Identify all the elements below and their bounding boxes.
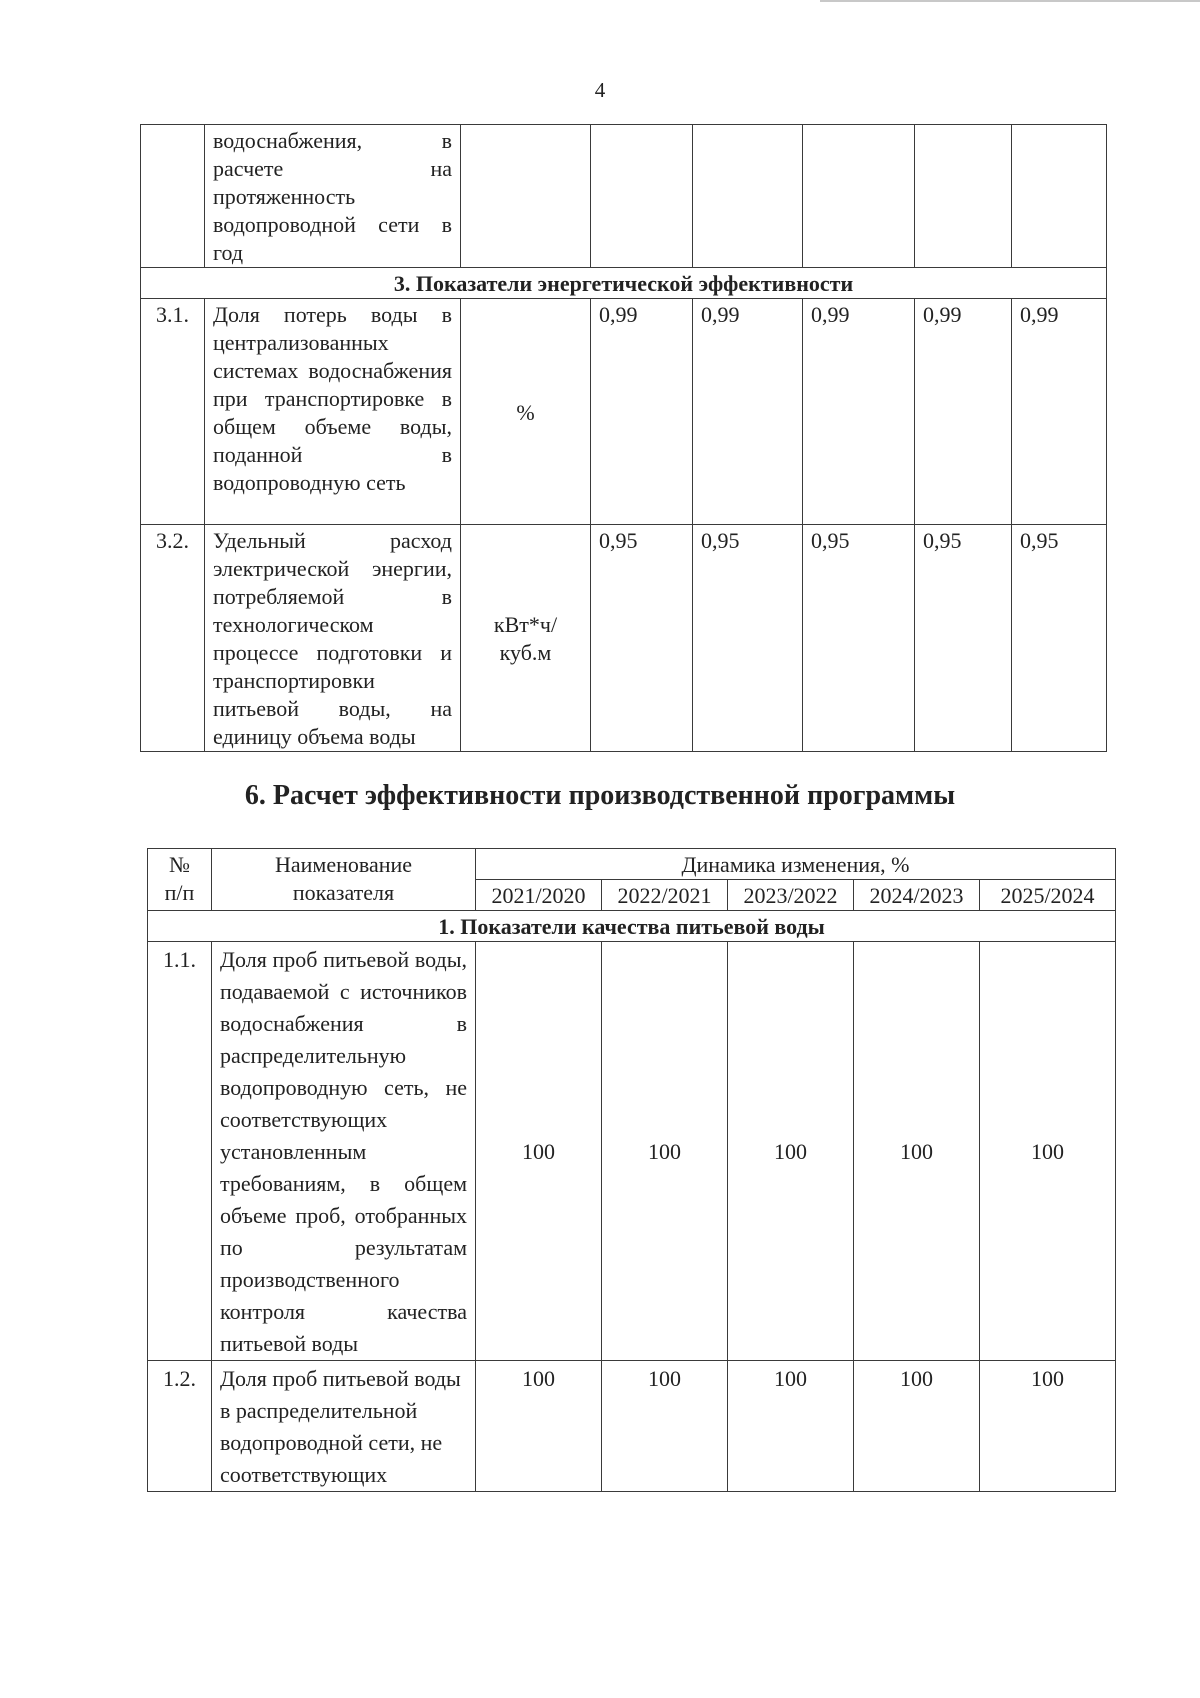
table-row (141, 125, 1107, 268)
unit-cell: кВт*ч/ куб.м (461, 525, 591, 752)
scan-edge-line (820, 0, 1200, 2)
indicator-name-cell: Удельный расход электрической энергии, потребляемой в технологическом процессе подготовки и транспортировки питьевой воды, на единицу объема воды (205, 525, 461, 752)
value-cell: 0,95 (591, 525, 693, 752)
header-row (148, 849, 1116, 880)
value-cell: 0,95 (1012, 525, 1107, 752)
indicator-name-cell: Доля проб питьевой воды, подаваемой с источников водоснабжения в распределительную водопроводную сеть, не соответствующих установленным требованиям, в общем объеме проб, отобранных по результатам производственного контроля качества питьевой воды (212, 942, 476, 1361)
num-header (148, 849, 212, 911)
efficiency-indicators-table (140, 124, 1107, 752)
value-cell: 0,95 (915, 525, 1012, 752)
unit-cell: % (461, 299, 591, 525)
row-number-cell (141, 125, 205, 268)
indicator-name-cell: водоснабжения, в расчете на протяженность водопроводной сети в год (205, 125, 461, 268)
table-row (148, 1361, 1116, 1492)
value-cell (1012, 125, 1107, 268)
row-number-cell: 1.1. (148, 942, 212, 1361)
value-cell: 100 (602, 1361, 728, 1492)
period-header: 2023/2022 (728, 880, 854, 911)
table-row (148, 942, 1116, 1361)
unit-cell (461, 125, 591, 268)
value-cell: 0,99 (1012, 299, 1107, 525)
value-cell: 100 (854, 1361, 980, 1492)
row-number-cell: 1.2. (148, 1361, 212, 1492)
dynamics-header: Динамика изменения, % (476, 849, 1116, 880)
section-title: 1. Показатели качества питьевой воды (148, 911, 1116, 942)
section-title-row (148, 911, 1116, 942)
section-heading: 6. Расчет эффективности производственной программы (244, 780, 956, 811)
value-cell (693, 125, 803, 268)
name-header-line2: показателя (292, 880, 395, 905)
value-cell (591, 125, 693, 268)
period-header: 2022/2021 (602, 880, 728, 911)
value-cell (803, 125, 915, 268)
value-cell: 0,99 (693, 299, 803, 525)
indicator-name-cell: Доля проб питьевой воды в распределительной водопроводной сети, не соответствующих (212, 1361, 476, 1492)
num-header-line2: п/п (164, 880, 195, 905)
value-cell: 100 (476, 1361, 602, 1492)
value-cell (915, 125, 1012, 268)
section-title-row (141, 268, 1107, 299)
value-cell: 0,99 (915, 299, 1012, 525)
value-cell: 100 (728, 942, 854, 1361)
value-cell: 100 (980, 1361, 1116, 1492)
table-row (141, 525, 1107, 752)
value-cell: 100 (980, 942, 1116, 1361)
page-number: 4 (594, 78, 606, 102)
period-header: 2025/2024 (980, 880, 1116, 911)
program-efficiency-table (147, 848, 1116, 1492)
value-cell: 100 (602, 942, 728, 1361)
value-cell: 0,95 (803, 525, 915, 752)
name-header (212, 849, 476, 911)
table-row (141, 299, 1107, 525)
section-title: 3. Показатели энергетической эффективности (141, 268, 1107, 299)
indicator-name-cell: Доля потерь воды в централизованных системах водоснабжения при транспортировке в общем объеме воды, поданной в водопроводную сеть (205, 299, 461, 525)
name-header-line1: Наименование (274, 852, 413, 877)
value-cell: 0,99 (803, 299, 915, 525)
value-cell: 100 (854, 942, 980, 1361)
value-cell: 100 (728, 1361, 854, 1492)
period-header: 2024/2023 (854, 880, 980, 911)
value-cell: 0,99 (591, 299, 693, 525)
row-number-cell: 3.1. (141, 299, 205, 525)
num-header-line1: № (169, 852, 190, 877)
row-number-cell: 3.2. (141, 525, 205, 752)
period-header: 2021/2020 (476, 880, 602, 911)
value-cell: 0,95 (693, 525, 803, 752)
value-cell: 100 (476, 942, 602, 1361)
